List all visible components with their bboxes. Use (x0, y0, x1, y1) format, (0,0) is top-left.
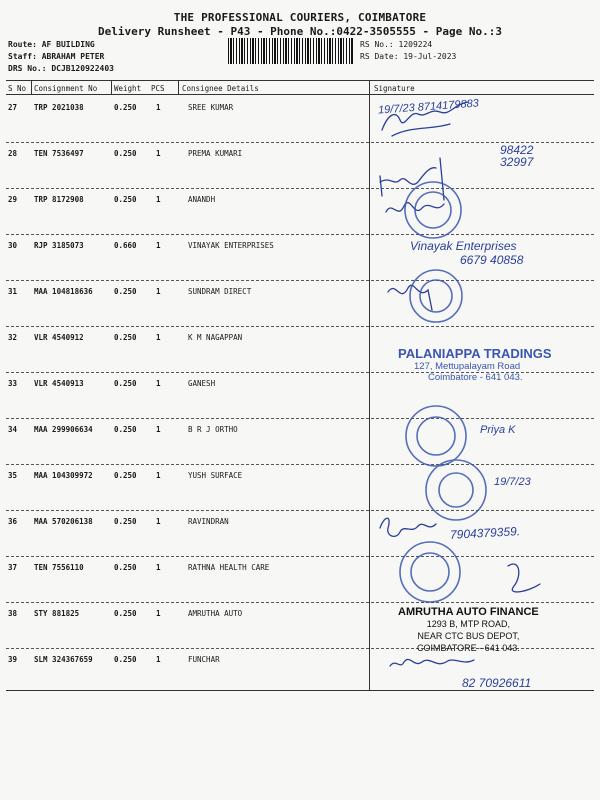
row-pcs: 1 (156, 333, 161, 342)
table-top-rule (6, 80, 594, 81)
col-divider (178, 81, 179, 95)
row-consignee: FUNCHAR (188, 655, 220, 664)
rs-info (360, 39, 456, 63)
row-weight: 0.250 (114, 287, 137, 296)
row-sno: 31 (8, 287, 18, 296)
handwritten-phone-36: 7904379359. (449, 524, 521, 542)
row-weight: 0.250 (114, 655, 137, 664)
runsheet-title: Delivery Runsheet - P43 - Phone No.:0422-3505555 - Page No.:3 (98, 25, 502, 38)
row-pcs: 1 (156, 103, 161, 112)
row-pcs: 1 (156, 241, 161, 250)
row-sno: 28 (8, 149, 18, 158)
row-consignment: STY 881825 (34, 609, 80, 618)
table-header-rule (6, 94, 594, 95)
barcode (228, 38, 354, 64)
col-header-consignment: Consignment No (34, 84, 98, 93)
route-label: Route: AF BUILDING (8, 40, 95, 49)
row-consignee: YUSH SURFACE (188, 471, 243, 480)
row-weight: 0.660 (114, 241, 137, 250)
row-consignment: TEN 7556110 (34, 563, 84, 572)
row-sno: 39 (8, 655, 18, 664)
handwritten-date-27: 19/7/23 8714179883 (377, 97, 480, 117)
row-consignee: AMRUTHA AUTO (188, 609, 243, 618)
row-consignee: PREMA KUMARI (188, 149, 243, 158)
row-weight: 0.250 (114, 471, 137, 480)
row-pcs: 1 (156, 655, 161, 664)
row-weight: 0.250 (114, 563, 137, 572)
row-sno: 37 (8, 563, 18, 572)
col-header-sno: S No (8, 84, 27, 93)
row-consignee: GANESH (188, 379, 216, 388)
row-consignee: SUNDRAM DIRECT (188, 287, 252, 296)
rs-date: RS Date: 19-Jul-2023 (360, 52, 457, 61)
row-pcs: 1 (156, 425, 161, 434)
row-sno: 29 (8, 195, 18, 204)
row-weight: 0.250 (114, 195, 137, 204)
col-header-consignee: Consignee Details (182, 84, 259, 93)
row-consignment: MAA 570206138 (34, 517, 93, 526)
handwritten-30: Vinayak Enterprises 6679 40858 (410, 239, 524, 267)
row-weight: 0.250 (114, 379, 137, 388)
row-consignee: VINAYAK ENTERPRISES (188, 241, 274, 250)
row-consignment: MAA 104309972 (34, 471, 93, 480)
handwritten-phone-39: 82 70926611 (462, 676, 532, 690)
row-consignee: K M NAGAPPAN (188, 333, 243, 342)
handwritten-date-35: 19/7/23 (494, 476, 531, 488)
row-sno: 32 (8, 333, 18, 342)
handwritten-phone-28: 98422 32997 (500, 143, 534, 169)
row-consignment: TRP 2021038 (34, 103, 84, 112)
row-sno: 34 (8, 425, 18, 434)
row-sno: 27 (8, 103, 18, 112)
row-consignee: ANANDH (188, 195, 216, 204)
row-consignment: RJP 3185073 (34, 241, 84, 250)
staff-label: Staff: ABRAHAM PETER (8, 52, 105, 61)
amrutha-stamp: AMRUTHA AUTO FINANCE 1293 B, MTP ROAD, NEAR CTC BUS DEPOT, COIMBATORE - 641 043. (398, 606, 539, 653)
drs-label: DRS No.: DCJB120922403 (8, 64, 114, 73)
row-pcs: 1 (156, 149, 161, 158)
row-consignment: VLR 4540912 (34, 333, 84, 342)
row-consignee: B R J ORTHO (188, 425, 238, 434)
row-sno: 38 (8, 609, 18, 618)
row-pcs: 1 (156, 379, 161, 388)
palaniappa-stamp: PALANIAPPA TRADINGS 127, Mettupalayam Road Coimbatore - 641 043. (398, 346, 552, 383)
row-weight: 0.250 (114, 333, 137, 342)
row-pcs: 1 (156, 563, 161, 572)
row-consignment: TEN 7536497 (34, 149, 84, 158)
row-sno: 33 (8, 379, 18, 388)
row-weight: 0.250 (114, 609, 137, 618)
row-consignment: MAA 299906634 (34, 425, 93, 434)
rs-number: RS No.: 1209224 (360, 40, 433, 49)
handwritten-34: Priya K (480, 424, 516, 436)
col-header-weight: Weight (114, 84, 142, 93)
col-divider (31, 81, 32, 95)
row-consignee: RAVINDRAN (188, 517, 229, 526)
row-consignment: SLM 324367659 (34, 655, 93, 664)
row-weight: 0.250 (114, 103, 137, 112)
row-weight: 0.250 (114, 425, 137, 434)
route-info (8, 39, 114, 75)
col-header-signature: Signature (374, 84, 415, 93)
row-consignment: TRP 8172908 (34, 195, 84, 204)
row-consignee: RATHNA HEALTH CARE (188, 563, 270, 572)
row-consignment: VLR 4540913 (34, 379, 84, 388)
row-weight: 0.250 (114, 517, 137, 526)
row-consignment: MAA 104818636 (34, 287, 93, 296)
company-title: THE PROFESSIONAL COURIERS, COIMBATORE (173, 11, 427, 24)
row-pcs: 1 (156, 195, 161, 204)
row-weight: 0.250 (114, 149, 137, 158)
row-sno: 35 (8, 471, 18, 480)
row-sno: 36 (8, 517, 18, 526)
row-pcs: 1 (156, 517, 161, 526)
row-pcs: 1 (156, 471, 161, 480)
row-consignee: SREE KUMAR (188, 103, 234, 112)
row-sno: 30 (8, 241, 18, 250)
row-pcs: 1 (156, 287, 161, 296)
row-pcs: 1 (156, 609, 161, 618)
col-divider (111, 81, 112, 95)
col-header-pcs: PCS (151, 84, 165, 93)
